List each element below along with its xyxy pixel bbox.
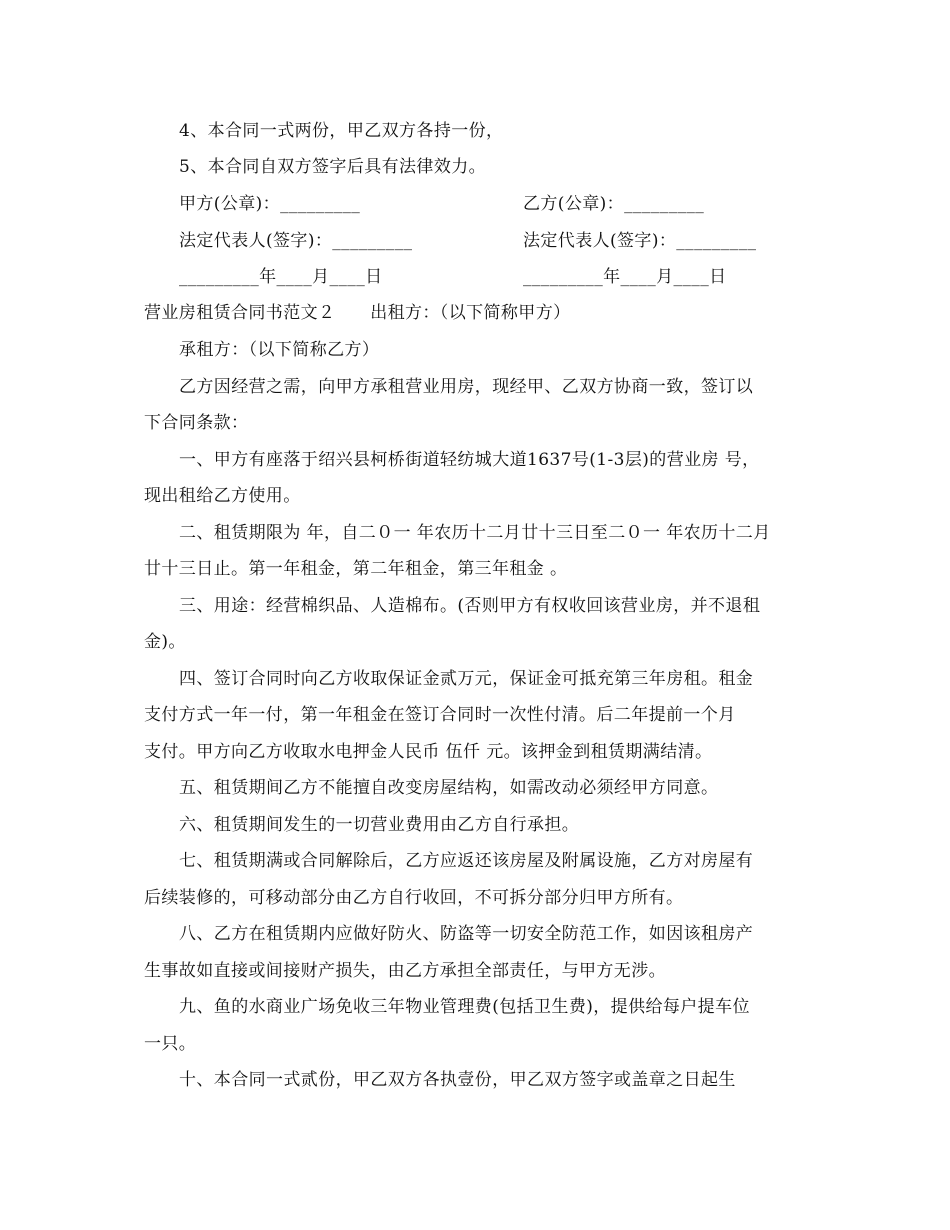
clause-3-line: 三、用途：经营棉织品、人造棉布。(否则甲方有权收回该营业房，并不退租 [179,596,761,616]
clause-8-line: 八、乙方在租赁期内应做好防火、防盗等一切安全防范工作，如因该租房产 [179,924,754,944]
clause-1-line: 现出租给乙方使用。 [144,486,301,506]
clause-9-line: 一只。 [144,1034,197,1054]
party-a-representative: 法定代表人(签字)：_________ [179,231,413,251]
clause-9-line: 九、鱼的水商业广场免收三年物业管理费(包括卫生费)，提供给每户提车位 [179,997,750,1017]
party-b-date: _________年____月____日 [523,267,727,287]
clause-4b-line: 支付方式一年一付，第一年租金在签订合同时一次性付清。后二年提前一个月 [144,705,736,725]
clause-7-line: 后续装修的，可移动部分由乙方自行收回，不可拆分部分归甲方所有。 [144,888,684,908]
section-heading-line: 营业房租赁合同书范文２ 出租方：（以下简称甲方） [144,303,571,323]
clause-10-line: 十、本合同一式贰份，甲乙双方各执壹份，甲乙双方签字或盖章之日起生 [179,1070,736,1090]
clause-5b-line: 五、租赁期间乙方不能擅自改变房屋结构，如需改动必须经甲方同意。 [179,778,719,798]
intro-paragraph-line: 乙方因经营之需，向甲方承租营业用房，现经甲、乙双方协商一致，签订以 [179,377,754,397]
clause-4b-line: 支付。甲方向乙方收取水电押金人民币 伍仟 元。该押金到租赁期满结清。 [144,742,713,762]
clause-5-line: 5、本合同自双方签字后具有法律效力。 [179,157,487,177]
intro-paragraph-line: 下合同条款： [144,413,249,433]
party-b-seal: 乙方(公章)：_________ [523,194,705,214]
clause-7-line: 七、租赁期满或合同解除后，乙方应返还该房屋及附属设施，乙方对房屋有 [179,851,754,871]
clause-8-line: 生事故如直接或间接财产损失，由乙方承担全部责任，与甲方无涉。 [144,961,666,981]
clause-4-line: 4、本合同一式两份，甲乙双方各持一份， [179,121,504,141]
clause-3-line: 金)。 [144,632,186,652]
clause-1-line: 一、甲方有座落于绍兴县柯桥街道轻纺城大道1637号(1-3层)的营业房 号， [179,450,760,470]
party-b-representative: 法定代表人(签字)：_________ [523,231,757,251]
party-a-seal: 甲方(公章)：_________ [179,194,361,214]
clause-4b-line: 四、签订合同时向乙方收取保证金贰万元，保证金可抵充第三年房租。租金 [179,669,754,689]
party-a-date: _________年____月____日 [179,267,383,287]
lessee-line: 承租方：（以下简称乙方） [179,340,380,360]
clause-6-line: 六、租赁期间发生的一切营业费用由乙方自行承担。 [179,815,580,835]
clause-2-line: 廿十三日止。第一年租金，第二年租金，第三年租金 。 [144,559,568,579]
clause-2-line: 二、租赁期限为 年，自二０一 年农历十二月廿十三日至二０一 年农历十二月 [179,523,771,543]
